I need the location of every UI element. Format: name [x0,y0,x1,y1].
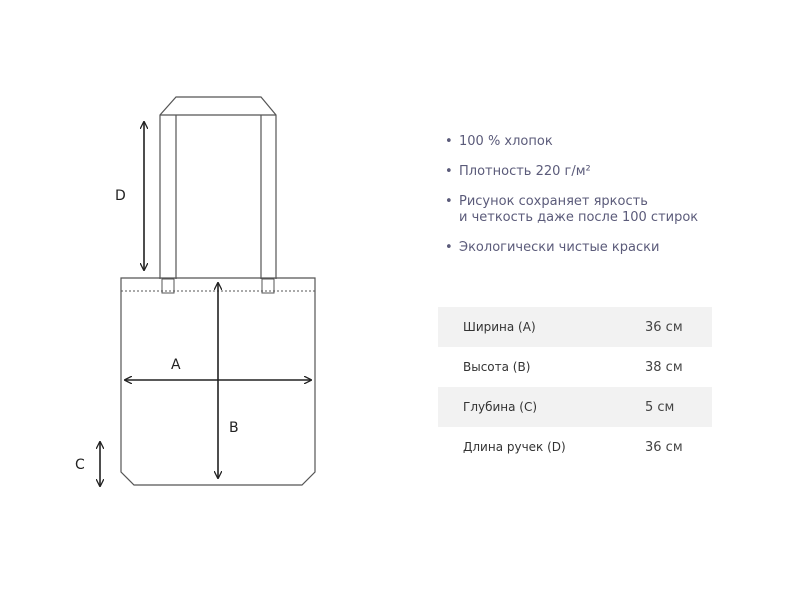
specs-table [438,307,712,467]
handle-right-stitch [262,279,274,293]
feature-item [445,134,765,150]
feature-item [445,194,765,226]
spec-row [438,427,712,467]
feature-text: Плотность 220 г/м² [459,164,591,179]
spec-row [438,347,712,387]
label-c: C [75,457,85,473]
feature-item [445,164,765,180]
bullet-icon: • [445,164,453,179]
label-d: D [115,188,126,204]
spec-value: 38 см [645,359,683,375]
features-list [445,134,765,270]
spec-row [438,387,712,427]
spec-name: Высота (B) [463,360,531,374]
spec-row [438,307,712,347]
bag-handles [160,97,276,293]
bullet-icon: • [445,194,453,209]
spec-value: 5 см [645,387,712,427]
feature-text: Экологически чистые краски [459,240,660,255]
spec-value: 36 см [645,307,712,347]
spec-name: Длина ручек (D) [463,440,566,454]
spec-name: Глубина (C) [438,387,645,427]
feature-text: 100 % хлопок [459,134,553,149]
handle-left-stitch [162,279,174,293]
feature-item [445,240,765,256]
label-a: A [171,357,181,373]
spec-name: Ширина (A) [438,307,645,347]
bullet-icon: • [445,134,453,149]
dimension-arrows [100,122,311,486]
spec-value: 36 см [645,439,683,455]
handle-outer-outline [160,97,276,279]
bullet-icon: • [445,240,453,255]
label-b: B [229,420,239,436]
feature-text: Рисунок сохраняет яркость [459,194,648,209]
feature-text-continued: и четкость даже после 100 стирок [459,210,699,225]
